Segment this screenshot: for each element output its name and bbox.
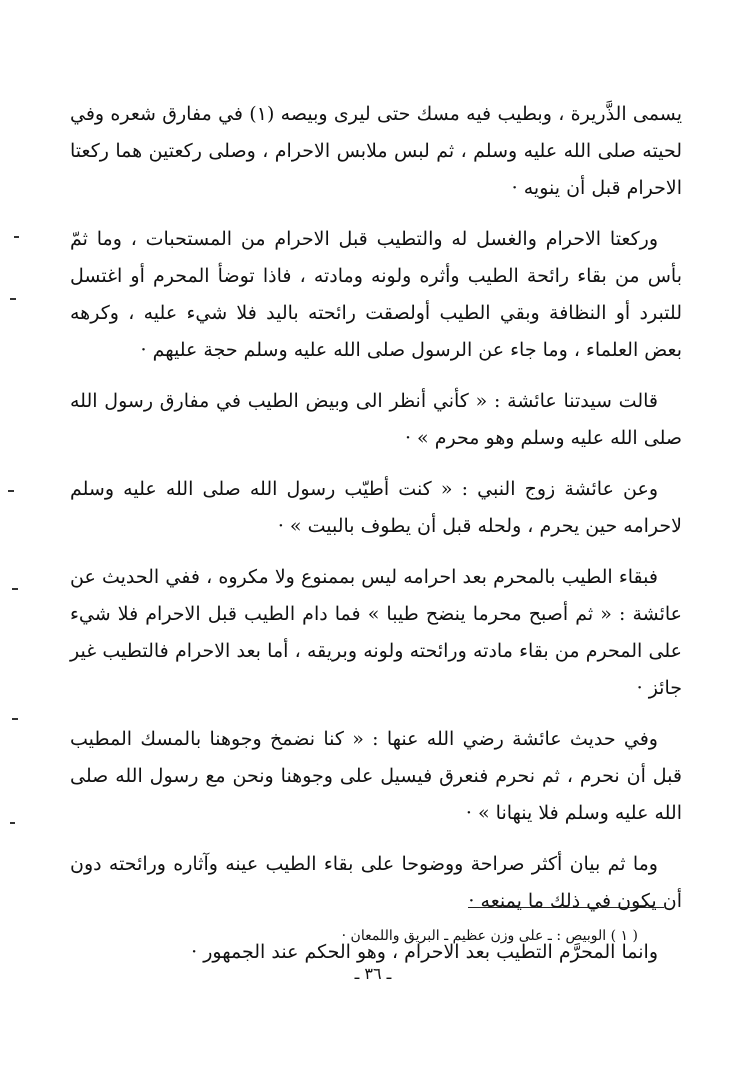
- scan-mark: [10, 298, 16, 300]
- paragraph-7: وما ثم بيان أكثر صراحة ووضوحا على بقاء الطيب عينه وآثاره ورائحته دون أن يكون في ذلك ما يمنعه ·: [70, 853, 682, 912]
- paragraph-6: وفي حديث عائشة رضي الله عنها : « كنا نضمخ وجوهنا بالمسك المطيب قبل أن نحرم ، ثم نحرم فنعرق فيسيل على وجوهنا ونحن مع رسول الله صلى الله عليه وسلم فلا ينهانا » ·: [70, 728, 682, 824]
- paragraph-1: يسمى الذَّريرة ، وبطيب فيه مسك حتى ليرى وبيصه (١) في مفارق شعره وفي لحيته صلى الله عليه وسلم ، ثم لبس ملابس الاحرام ، وصلى ركعتين هما ركعتا الاحرام قبل أن ينويه ·: [70, 103, 682, 199]
- page-number: ـ ٣٦ ـ: [354, 964, 392, 983]
- footnote: ( ١ ) الوبيص : ـ على وزن عظيم ـ البريق واللمعان ·: [341, 928, 638, 944]
- scan-mark: [8, 490, 14, 492]
- scan-mark: [12, 588, 18, 590]
- paragraph-2: وركعتا الاحرام والغسل له والتطيب قبل الاحرام من المستحبات ، وما ثمّ بأس من بقاء رائحة الطيب وأثره ولونه ومادته ، فاذا توضأ المحرم أو اغتسل للتبرد أو النظافة وبقي الطيب أولصقت رائحته باليد فلا شيء عليه ، وكرهه بعض العلماء ، وما جاء عن الرسول صلى الله عليه وسلم حجة عليهم ·: [70, 228, 682, 361]
- scan-mark: [14, 236, 19, 238]
- main-text: [70, 96, 682, 985]
- scan-mark: [10, 822, 15, 824]
- scan-mark: [12, 718, 18, 720]
- footnote-divider: [468, 907, 664, 908]
- paragraph-8: وانما المحرَّم التطيب بعد الاحرام ، وهو الحكم عند الجمهور ·: [191, 941, 658, 963]
- paragraph-3: قالت سيدتنا عائشة : « كأني أنظر الى وبيض الطيب في مفارق رسول الله صلى الله عليه وسلم وهو محرم » ·: [70, 390, 682, 449]
- paragraph-4: وعن عائشة زوج النبي : « كنت أطيّب رسول الله صلى الله عليه وسلم لاحرامه حين يحرم ، ولحله قبل أن يطوف بالبيت » ·: [70, 478, 682, 537]
- paragraph-5: فبقاء الطيب بالمحرم بعد احرامه ليس بممنوع ولا مكروه ، ففي الحديث عن عائشة : « ثم أصبح محرما ينضح طيبا » فما دام الطيب قبل الاحرام فلا شيء على المحرم من بقاء مادته ورائحته ولونه وبريقه ، أما بعد الاحرام فالتطيب غير جائز ·: [70, 566, 682, 699]
